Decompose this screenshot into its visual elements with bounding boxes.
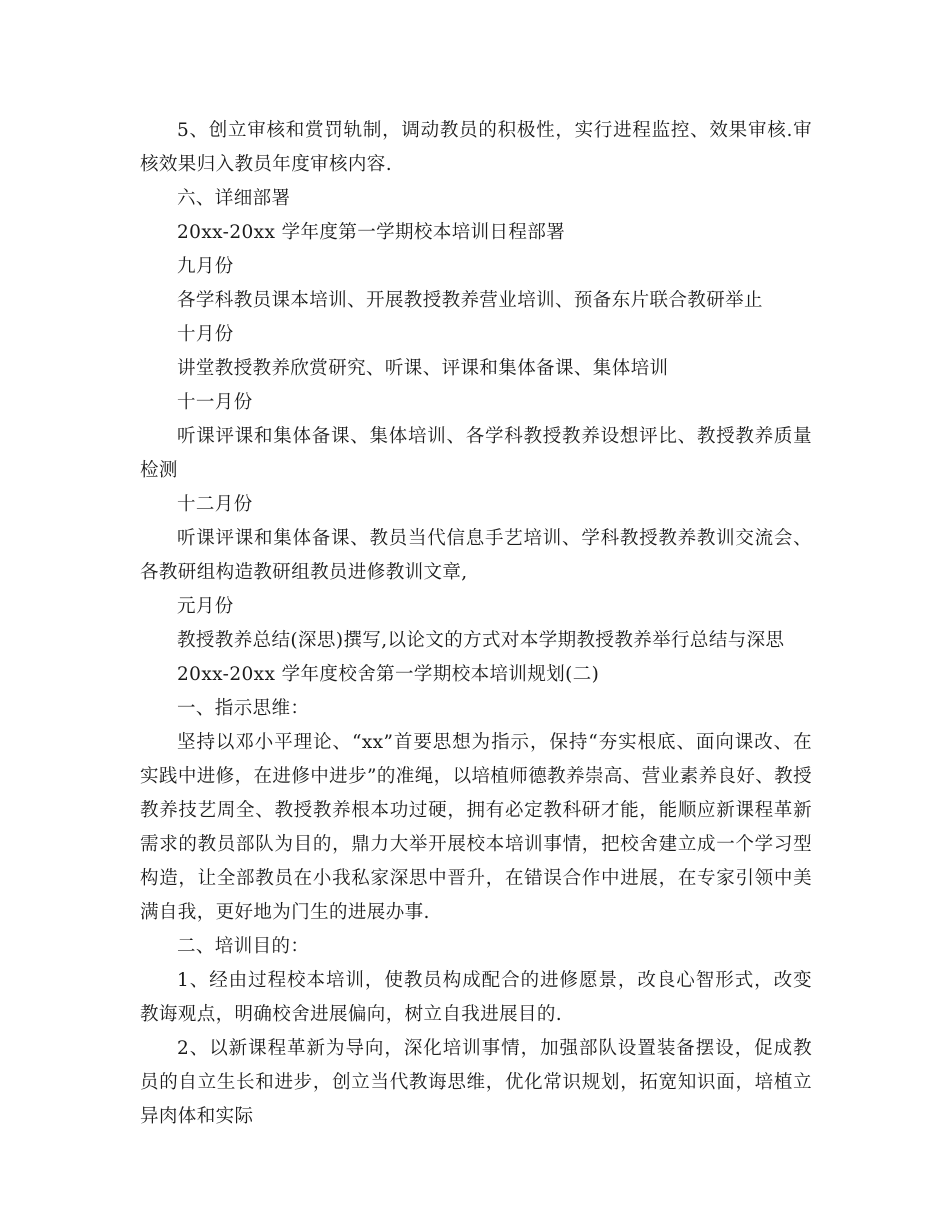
schedule-title: 20xx-20xx 学年度第一学期校本培训日程部署 xyxy=(177,222,566,243)
month-heading: 十二月份 xyxy=(177,494,253,515)
paragraph: 听课评课和集体备课、集体培训、各学科教授教养设想评比、教授教养质量检测 xyxy=(140,426,812,481)
paragraph: 2、以新课程革新为导向，深化培训事情，加强部队设置装备摆设，促成教员的自立生长和进步，创立当代教诲思维，优化常识规划，拓宽知识面，培植立异肉体和实际 xyxy=(140,1038,812,1127)
paragraph: 坚持以邓小平理论、“xx”首要思想为指示，保持“夯实根底、面向课改、在实践中进修，在进修中进步”的准绳，以培植师德教养崇高、营业素养良好、教授教养技艺周全、教授教养根本功过硬，拥有必定教科研才能，能顺应新课程革新需求的教员部队为目的，鼎力大举开展校本培训事情，把校舍建立成一个学习型构造，让全部教员在小我私家深思中晋升，在错误合作中进展，在专家引领中美满自我，更好地为门生的进展办事. xyxy=(140,732,812,923)
section-heading: 一、指示思维： xyxy=(177,698,310,719)
paragraph: 各学科教员课本培训、开展教授教养营业培训、预备东片联合教研举止 xyxy=(177,290,763,311)
month-heading: 十一月份 xyxy=(177,392,253,413)
paragraph: 讲堂教授教养欣赏研究、听课、评课和集体备课、集体培训 xyxy=(177,358,669,379)
document-page xyxy=(140,114,812,1134)
plan-title: 20xx-20xx 学年度校舍第一学期校本培训规划(二) xyxy=(177,664,600,685)
section-heading: 六、详细部署 xyxy=(177,188,291,209)
month-heading: 元月份 xyxy=(177,596,234,617)
paragraph: 5、创立审核和赏罚轨制，调动教员的积极性，实行进程监控、效果审核.审核效果归入教员年度审核内容. xyxy=(140,120,812,175)
paragraph: 1、经由过程校本培训，使教员构成配合的进修愿景，改良心智形式，改变教诲观点，明确校舍进展偏向，树立自我进展目的. xyxy=(140,970,812,1025)
month-heading: 九月份 xyxy=(177,256,234,277)
section-heading: 二、培训目的： xyxy=(177,936,310,957)
paragraph: 教授教养总结(深思)撰写,以论文的方式对本学期教授教养举行总结与深思 xyxy=(177,630,785,651)
month-heading: 十月份 xyxy=(177,324,234,345)
paragraph: 听课评课和集体备课、教员当代信息手艺培训、学科教授教养教训交流会、各教研组构造教研组教员进修教训文章, xyxy=(140,528,812,583)
